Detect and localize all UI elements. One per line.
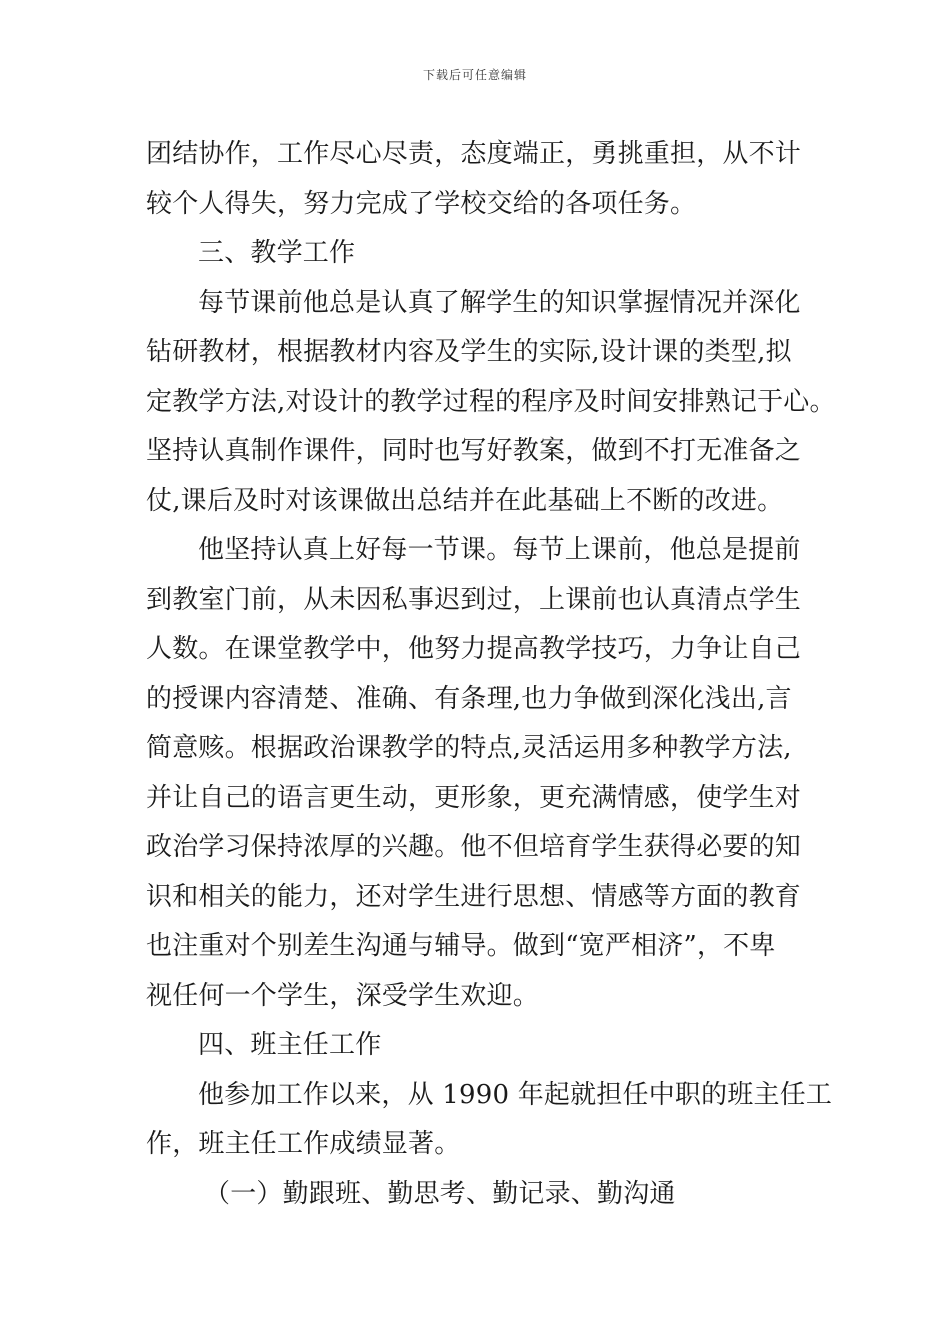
text-line: 钻研教材，根据教材内容及学生的实际,设计课的类型,拟 <box>146 337 792 367</box>
text-line: 定教学方法,对设计的教学过程的程序及时间安排熟记于心。 <box>146 386 836 417</box>
section-heading-head-teacher: 四、班主任工作 <box>198 1030 382 1060</box>
text-line: 人数。在课堂教学中，他努力提高教学技巧，力争让自己 <box>146 634 802 664</box>
text-line: 到教室门前，从未因私事迟到过，上课前也认真清点学生 <box>146 584 802 615</box>
text-line: 简意赅。根据政治课教学的特点,灵活运用多种教学方法, <box>146 733 792 763</box>
section-heading-teaching: 三、教学工作 <box>198 238 356 268</box>
text-line: 仗,课后及时对该课做出总结并在此基础上不断的改进。 <box>146 485 784 516</box>
text-line: 政治学习保持浓厚的兴趣。他不但培育学生获得必要的知 <box>146 832 802 862</box>
text-line: 团结协作，工作尽心尽责，态度端正，勇挑重担，从不计 <box>146 139 802 169</box>
document-body <box>146 130 836 1219</box>
text-line: 坚持认真制作课件，同时也写好教案，做到不打无准备之 <box>146 436 802 466</box>
text-line: 的授课内容清楚、准确、有条理,也力争做到深化浅出,言 <box>146 683 792 714</box>
text-line: 他参加工作以来，从 1990 年起就担任中职的班主任工 <box>198 1079 833 1110</box>
page-header: 下载后可任意编辑 <box>422 68 527 82</box>
text-line: 也注重对个别差生沟通与辅导。做到“宽严相济”，不卑 <box>146 931 776 961</box>
text-line: 视任何一个学生，深受学生欢迎。 <box>146 980 540 1011</box>
text-line: 较个人得失，努力完成了学校交给的各项任务。 <box>146 188 697 219</box>
text-line: 每节课前他总是认真了解学生的知识掌握情况并深化 <box>198 287 801 318</box>
text-line: 识和相关的能力，还对学生进行思想、情感等方面的教育 <box>146 881 802 912</box>
subsection-heading: （一）勤跟班、勤思考、勤记录、勤沟通 <box>204 1178 676 1209</box>
text-line: 作，班主任工作成绩显著。 <box>146 1129 461 1159</box>
text-line: 并让自己的语言更生动，更形象，更充满情感，使学生对 <box>146 782 802 813</box>
text-line: 他坚持认真上好每一节课。每节上课前，他总是提前 <box>198 535 801 565</box>
